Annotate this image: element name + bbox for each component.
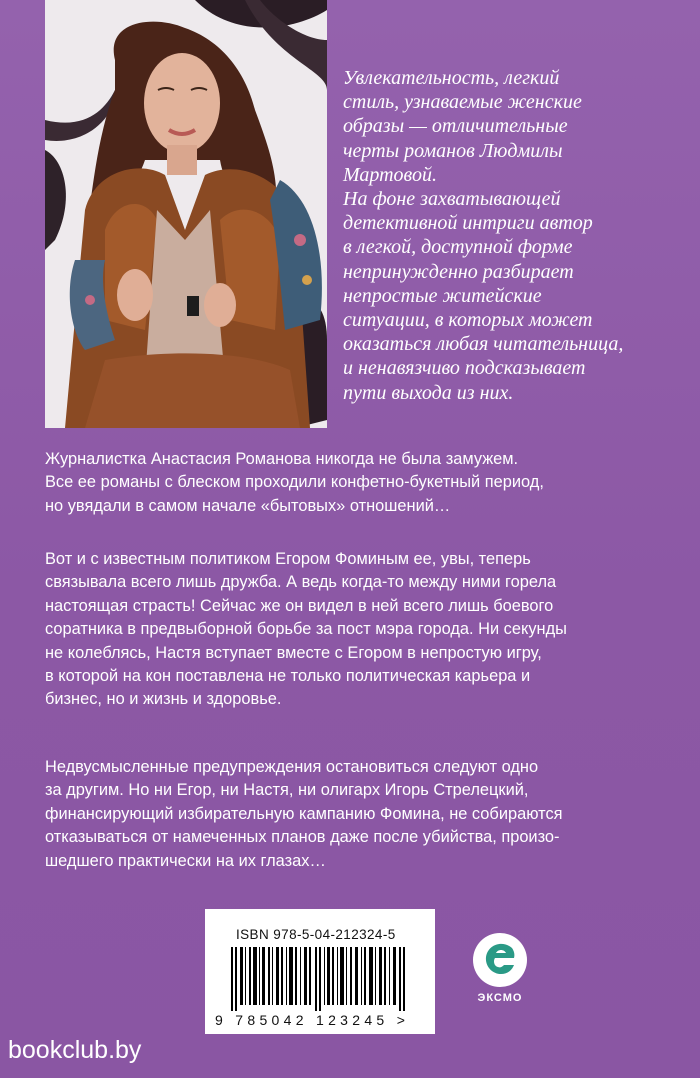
barcode-bars bbox=[231, 947, 411, 1011]
blurb-line: Увлекательность, легкий bbox=[343, 67, 560, 89]
blurb-line: Мартовой. bbox=[343, 163, 437, 186]
blurb-line: пути выхода из них. bbox=[343, 381, 514, 404]
text-line: соратника в предвыборной борьбе за пост мэра города. Ни секунды bbox=[45, 620, 567, 639]
blurb-line: стиль, узнаваемые женские bbox=[343, 91, 582, 114]
text-line: Журналистка Анастасия Романова никогда не была замужем. bbox=[45, 450, 519, 468]
blurb-line: черты романов Людмилы bbox=[343, 139, 563, 162]
text-line: но увядали в самом начале «бытовых» отношений… bbox=[45, 496, 451, 515]
barcode-digits: 9 785042 123245 > bbox=[215, 1012, 410, 1028]
author-blurb bbox=[343, 66, 688, 405]
blurb-line: На фоне захватывающей bbox=[343, 188, 561, 211]
blurb-line: детективной интриги автор bbox=[343, 212, 593, 235]
blurb-line: образы — отличительные bbox=[343, 115, 568, 138]
blurb-line: непростые житейские bbox=[343, 284, 542, 307]
text-line: Все ее романы с блеском проходили конфетно-букетный период, bbox=[45, 473, 544, 492]
text-line: Недвусмысленные предупреждения остановиться следуют одно bbox=[45, 758, 539, 776]
text-line: не колеблясь, Настя вступает вместе с Егором в непростую игру, bbox=[45, 643, 542, 662]
publisher-name: ЭКСМО bbox=[477, 992, 523, 1004]
text-line: связывала всего лишь дружба. А ведь когда-то между ними горела bbox=[45, 573, 557, 592]
blurb-line: ситуации, в которых может bbox=[343, 309, 593, 332]
barcode bbox=[205, 909, 435, 1034]
text-line: настоящая страсть! Сейчас же он видел в ней всего лишь боевого bbox=[45, 596, 554, 615]
text-line: в которой на кон поставлена не только политическая карьера и bbox=[45, 667, 531, 686]
text-line: бизнес, но и жизнь и здоровье. bbox=[45, 690, 282, 709]
blurb-line: и ненавязчиво подсказывает bbox=[343, 357, 586, 380]
blurb-line: оказаться любая читательница, bbox=[343, 333, 624, 356]
text-line: за другим. Но ни Егор, ни Настя, ни олигарх Игорь Стрелецкий, bbox=[45, 781, 529, 800]
blurb-line: в легкой, доступной форме bbox=[343, 236, 573, 259]
synopsis-paragraph bbox=[45, 448, 670, 518]
synopsis-paragraph bbox=[45, 548, 670, 712]
text-line: финансирующий избирательную кампанию Фомина, не собираются bbox=[45, 804, 563, 823]
text-line: шедшего практически на их глазах… bbox=[45, 851, 326, 870]
isbn-label: ISBN 978-5-04-212324-5 bbox=[236, 927, 396, 942]
synopsis-paragraph bbox=[45, 756, 670, 873]
eksmo-logo-icon bbox=[470, 930, 530, 990]
text-line: Вот и с известным политиком Егором Фоминым ее, увы, теперь bbox=[45, 550, 531, 568]
website-watermark: bookclub.by bbox=[8, 1036, 142, 1064]
author-photo bbox=[45, 0, 327, 428]
blurb-line: непринужденно разбирает bbox=[343, 260, 574, 283]
text-line: отказываться от намеченных планов даже после убийства, произо- bbox=[45, 828, 560, 847]
